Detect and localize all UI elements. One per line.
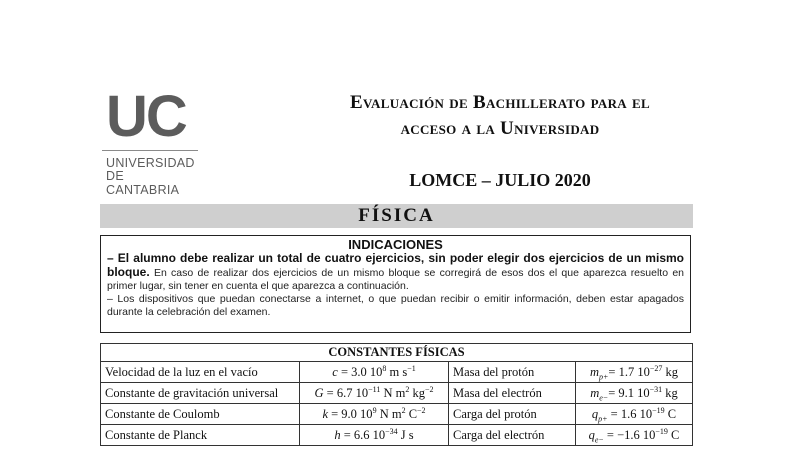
constant-value: G = 6.7 $10^{-11}$ N $m^2$ $kg^{-2}$: [300, 383, 449, 404]
constant-name: Constante de Planck: [101, 425, 300, 446]
indicacion-2: – Los dispositivos que puedan conectarse a internet, o que puedan recibir o emitir información, deben estar apagados durante la celebración del examen.: [107, 293, 684, 318]
constant-name: Constante de gravitación universal: [101, 383, 300, 404]
logo-divider: [102, 150, 198, 151]
exam-title-line-1: Evaluación de Bachillerato para el: [350, 92, 650, 113]
constant-name: Masa del protón: [449, 362, 576, 383]
constant-value: h = 6.6 $10^{-34}$ J s: [300, 425, 449, 446]
indicacion-1: [107, 252, 684, 293]
table-row: [101, 404, 693, 425]
constant-value: $m_{p+}= 1.7$ $10^{-27}$ kg: [576, 362, 693, 383]
constant-value: $q_{e-} = -1.6$ $10^{-19}$ C: [576, 425, 693, 446]
indicaciones-box: [100, 235, 691, 333]
constants-table: [100, 343, 693, 446]
indicaciones-title: INDICACIONES: [348, 237, 443, 252]
constant-name: Carga del electrón: [449, 425, 576, 446]
table-row: [101, 425, 693, 446]
constants-header-row: [101, 344, 693, 362]
exam-subtitle: LOMCE – JULIO 2020: [409, 170, 591, 190]
constant-value: k = 9.0 $10^9$ N $m^2$ $C^{-2}$: [300, 404, 449, 425]
table-row: [101, 383, 693, 404]
constant-value: c = 3.0 $10^8$ m $s^{-1}$: [300, 362, 449, 383]
logo-mark: UC: [106, 84, 186, 149]
constant-name: Carga del protón: [449, 404, 576, 425]
logo-line-2: DE CANTABRIA: [106, 169, 180, 197]
indicacion-1-bold: – El alumno debe realizar un total de cuatro ejercicios, sin poder elegir dos ejercicios de un mismo bloque.: [107, 251, 684, 279]
table-row: [101, 362, 693, 383]
constant-value: $q_{p+} = 1.6$ $10^{-19}$ C: [576, 404, 693, 425]
constants-header: CONSTANTES FÍSICAS: [101, 344, 693, 362]
university-logo: [100, 84, 200, 197]
constant-name: Velocidad de la luz en el vacío: [101, 362, 300, 383]
logo-line-1: UNIVERSIDAD: [106, 156, 195, 170]
subject-heading: FÍSICA: [100, 204, 693, 228]
exam-title-line-2: acceso a la Universidad: [400, 118, 600, 139]
constant-name: Masa del electrón: [449, 383, 576, 404]
constant-name: Constante de Coulomb: [101, 404, 300, 425]
indicacion-1-rest: En caso de realizar dos ejercicios de un mismo bloque se corregirá de esos dos el que aparezca resuelto en primer lugar, sin tener en cuenta el que aparezca a continuación.: [107, 267, 684, 292]
constant-value: $m_{e-}= 9.1$ $10^{-31}$ kg: [576, 383, 693, 404]
